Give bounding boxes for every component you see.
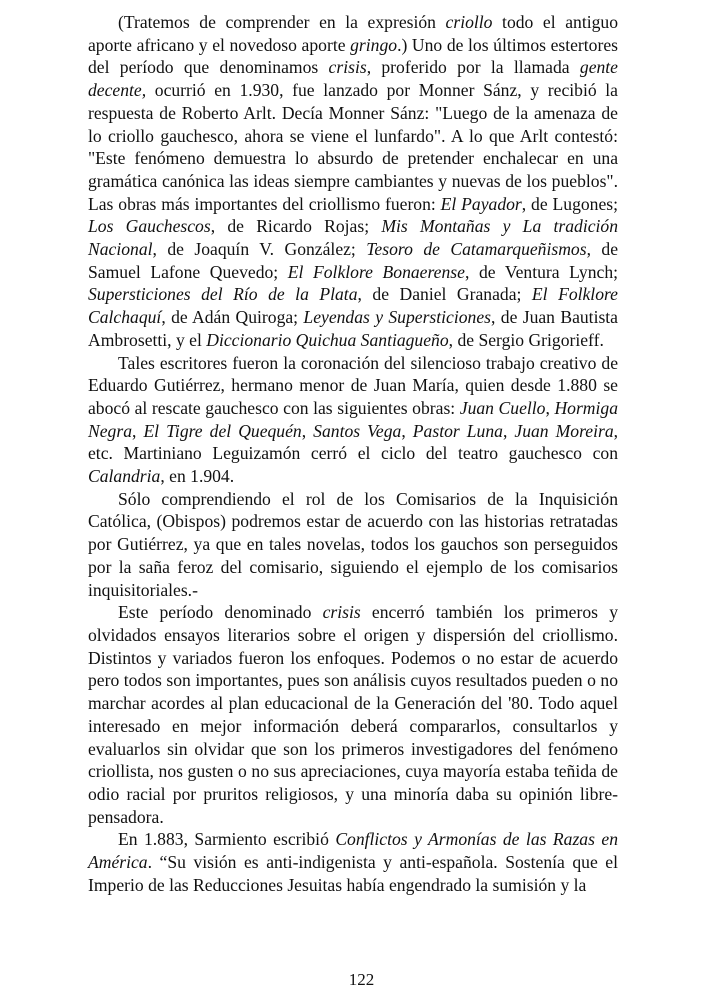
italic-run: Santos Vega <box>313 420 402 441</box>
italic-run: Calandria <box>88 466 161 487</box>
text-run: .) Uno de los últimos estertores del período que denominamos <box>88 34 618 78</box>
text-run: Este período denominado <box>118 602 323 623</box>
italic-run: criollo <box>445 12 493 32</box>
italic-run: Supersticiones del Río de la Plata <box>88 284 358 305</box>
text-run: En 1.883, Sarmiento escribió <box>118 829 336 850</box>
text-run: Tales escritores fueron la coronación del silencioso trabajo creativo de Eduardo Gutiérrez, hermano menor de Juan María, quien desde 1.880 se abocó al rescate gauchesco con las siguientes obras: <box>88 352 618 418</box>
italic-run: El Tigre del Quequén <box>143 420 302 441</box>
text-run: , de Sergio Grigorieff. <box>448 329 604 350</box>
text-run: , proferido por la llamada <box>366 57 580 78</box>
italic-run: Los Gauchescos <box>88 216 211 237</box>
text-run: , de Daniel Granada; <box>357 284 532 305</box>
italic-run: El Payador <box>440 193 522 214</box>
text-run: , de Adán Quiroga; <box>161 307 304 328</box>
text-run: , <box>131 420 144 441</box>
italic-run: crisis <box>322 602 361 623</box>
italic-run: Mis Montañas y La tradición Nacional <box>88 216 619 260</box>
italic-run: Pastor Luna <box>412 420 503 441</box>
italic-run: Hormiga Negra <box>88 397 618 441</box>
text-run: , de Samuel Lafone Quevedo; <box>88 239 619 282</box>
italic-run: El Folklore Bonaerense <box>287 261 465 282</box>
italic-run: gente decente, <box>88 57 618 101</box>
text-run: todo el antiguo aporte africano y el novedoso aporte <box>88 12 618 55</box>
text-run: , de Joaquín V. González; <box>152 239 367 260</box>
text-run: Sólo comprendiendo el rol de los Comisarios de la Inquisición Católica, (Obispos) podremos estar de acuerdo con las historias retratadas por Gutiérrez, ya que en tales novelas, todos los gauchos son perseguidos por la saña feroz del comisario, siguiendo el ejemplo de los comisarios inquisitoriales.- <box>88 488 618 600</box>
paragraph <box>88 352 618 488</box>
text-run: ocurrió en 1.930, fue lanzado por Monner Sánz, y recibió la respuesta de Roberto Arlt. Decía Monner Sánz: "Luego de la amenaza de lo criollo gauchesco, ahora se viene el lunfardo". A lo que Arlt contestó: "Este fenómeno demuestra lo absurdo de pretender enchalecar en una gramática canónica las ideas siempre cambiantes y nuevas de los pueblos". Las obras más importantes del criollismo fueron: <box>88 80 618 214</box>
text-run: , <box>545 397 555 418</box>
text-run: . “Su visión es anti-indigenista y anti-española. Sostenía que el Imperio de las Reducciones Jesuitas había engendrado la sumisión y la <box>88 852 618 895</box>
italic-run: Juan Moreira <box>514 420 614 441</box>
paragraph <box>88 828 618 896</box>
text-run: , de Ricardo Rojas; <box>210 216 382 237</box>
text-run: , <box>502 420 515 441</box>
italic-run: Leyendas y Supersticiones <box>303 307 492 328</box>
italic-run: Diccionario Quichua Santiagueño <box>206 329 449 350</box>
italic-run: gringo <box>350 34 398 55</box>
italic-run: crisis <box>328 57 367 78</box>
paragraph <box>88 601 618 828</box>
text-run: , de Ventura Lynch; <box>464 261 619 282</box>
text-run: , en 1.904. <box>160 466 235 487</box>
page-number: 122 <box>348 970 375 989</box>
text-run: encerró también los primeros y olvidados ensayos literarios sobre el origen y dispersión del criollismo. Distintos y variados fueron los enfoques. Podemos o no estar de acuerdo pero todos son importantes, pues son análisis cuyos resultados pueden o no marchar acordes al plan educacional de la Generación del '80. Todo aquel interesado en mejor información deberá compararlos, consultarlos y evaluarlos sin olvidar que son los primeros investigadores del fenómeno criollista, nos gusten o no sus apreciaciones, cuya mayoría estaba teñida de odio racial por pruritos religiosos, y una minoría daba su opinión libre-pensadora. <box>88 602 618 827</box>
body-text <box>88 11 618 896</box>
text-run: (Tratemos de comprender en la expresión <box>118 12 446 32</box>
italic-run: El Folklore Calchaquí <box>88 284 618 328</box>
text-run: , <box>301 420 314 441</box>
italic-run: Juan Cuello <box>459 397 546 418</box>
text-run: , de Lugones; <box>521 193 619 214</box>
italic-run: Conflictos y Armonías de las Razas en América <box>88 829 618 873</box>
text-run: , de Juan Bautista Ambrosetti, y el <box>88 307 618 350</box>
paragraph <box>88 11 618 352</box>
text-run: , <box>401 420 413 441</box>
text-run: , etc. Martiniano Leguizamón cerró el ciclo del teatro gauchesco con <box>88 420 619 464</box>
paragraph <box>88 488 618 602</box>
italic-run: Tesoro de Catamarqueñismos <box>366 239 587 260</box>
